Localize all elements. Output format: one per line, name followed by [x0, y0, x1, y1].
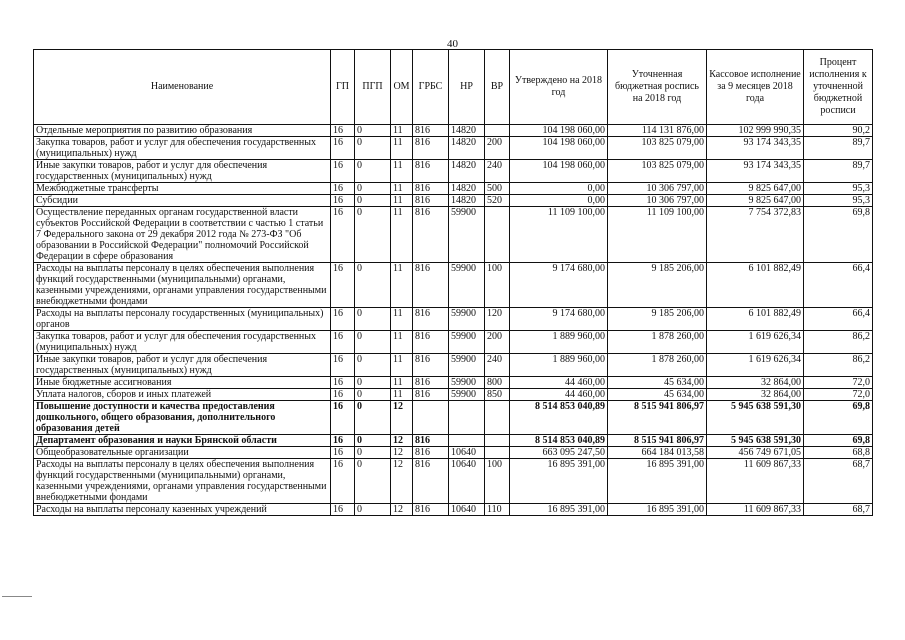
table-row [34, 137, 873, 160]
cell-refined: 11 109 100,00 [608, 207, 707, 263]
cell-approved: 8 514 853 040,89 [510, 435, 608, 447]
table-row [34, 389, 873, 401]
cell-ppgp: 0 [355, 459, 391, 504]
cell-np: 59900 [449, 377, 485, 389]
table-row [34, 207, 873, 263]
cell-cash: 456 749 671,05 [707, 447, 804, 459]
table-row [34, 183, 873, 195]
cell-cash: 6 101 882,49 [707, 263, 804, 308]
cell-vr: 100 [485, 459, 510, 504]
cell-name: Закупка товаров, работ и услуг для обеспечения государственных (муниципальных) нужд [34, 137, 331, 160]
cell-name: Расходы на выплаты персоналу государственных (муниципальных) органов [34, 308, 331, 331]
cell-ppgp: 0 [355, 207, 391, 263]
budget-execution-table [33, 49, 873, 516]
header-np: НР [449, 50, 485, 125]
cell-name: Отдельные мероприятия по развитию образования [34, 125, 331, 137]
cell-percent: 68,7 [804, 459, 873, 504]
cell-vr: 520 [485, 195, 510, 207]
cell-np: 10640 [449, 504, 485, 516]
header-name: Наименование [34, 50, 331, 125]
cell-grbs: 816 [413, 263, 449, 308]
header-gp: ГП [331, 50, 355, 125]
cell-name: Иные бюджетные ассигнования [34, 377, 331, 389]
cell-np: 59900 [449, 389, 485, 401]
cell-percent: 68,8 [804, 447, 873, 459]
header-cash: Кассовое исполнение за 9 месяцев 2018 года [707, 50, 804, 125]
cell-cash: 93 174 343,35 [707, 137, 804, 160]
cell-np: 59900 [449, 207, 485, 263]
table-body [34, 125, 873, 516]
cell-vr [485, 207, 510, 263]
cell-om: 12 [391, 401, 413, 435]
cell-refined: 10 306 797,00 [608, 195, 707, 207]
cell-ppgp: 0 [355, 377, 391, 389]
cell-gp: 16 [331, 263, 355, 308]
cell-name: Субсидии [34, 195, 331, 207]
cell-ppgp: 0 [355, 447, 391, 459]
cell-ppgp: 0 [355, 183, 391, 195]
cell-np [449, 435, 485, 447]
cell-name: Иные закупки товаров, работ и услуг для обеспечения государственных (муниципальных) нужд [34, 160, 331, 183]
cell-gp: 16 [331, 195, 355, 207]
cell-ppgp: 0 [355, 354, 391, 377]
cell-refined: 16 895 391,00 [608, 504, 707, 516]
cell-cash: 1 619 626,34 [707, 331, 804, 354]
cell-vr [485, 125, 510, 137]
cell-gp: 16 [331, 183, 355, 195]
cell-cash: 9 825 647,00 [707, 183, 804, 195]
cell-percent: 66,4 [804, 263, 873, 308]
cell-gp: 16 [331, 504, 355, 516]
cell-refined: 1 878 260,00 [608, 354, 707, 377]
cell-refined: 9 185 206,00 [608, 308, 707, 331]
cell-ppgp: 0 [355, 195, 391, 207]
cell-gp: 16 [331, 160, 355, 183]
cell-om: 11 [391, 354, 413, 377]
cell-cash: 11 609 867,33 [707, 459, 804, 504]
cell-approved: 104 198 060,00 [510, 160, 608, 183]
cell-ppgp: 0 [355, 331, 391, 354]
cell-np: 10640 [449, 459, 485, 504]
cell-cash: 11 609 867,33 [707, 504, 804, 516]
cell-om: 12 [391, 504, 413, 516]
cell-percent: 69,8 [804, 435, 873, 447]
cell-np: 14820 [449, 195, 485, 207]
cell-om: 11 [391, 389, 413, 401]
table-row [34, 308, 873, 331]
cell-gp: 16 [331, 207, 355, 263]
cell-approved: 9 174 680,00 [510, 263, 608, 308]
cell-vr [485, 435, 510, 447]
cell-grbs [413, 401, 449, 435]
cell-ppgp: 0 [355, 308, 391, 331]
header-om: ОМ [391, 50, 413, 125]
cell-percent: 72,0 [804, 389, 873, 401]
cell-approved: 44 460,00 [510, 377, 608, 389]
cell-name: Осуществление переданных органам государственной власти субъектов Российской Федерации в соответствии с частью 1 статьи 7 Федерального закона от 29 декабря 2012 года № 273-ФЗ "Об образовании в Российской Федерации" полномочий Российской Федерации в сфере образования [34, 207, 331, 263]
table-row [34, 459, 873, 504]
cell-grbs: 816 [413, 354, 449, 377]
cell-vr: 200 [485, 137, 510, 160]
cell-name: Расходы на выплаты персоналу в целях обеспечения выполнения функций государственными (муниципальными) органами, казенными учреждениями, органами управления государственными внебюджетными фондами [34, 263, 331, 308]
cell-cash: 5 945 638 591,30 [707, 435, 804, 447]
header-percent: Процент исполнения к уточненной бюджетной росписи [804, 50, 873, 125]
cell-cash: 7 754 372,83 [707, 207, 804, 263]
cell-name: Уплата налогов, сборов и иных платежей [34, 389, 331, 401]
cell-om: 11 [391, 263, 413, 308]
cell-om: 11 [391, 207, 413, 263]
cell-np: 14820 [449, 125, 485, 137]
cell-grbs: 816 [413, 447, 449, 459]
cell-grbs: 816 [413, 435, 449, 447]
table-row [34, 377, 873, 389]
cell-refined: 45 634,00 [608, 377, 707, 389]
cell-ppgp: 0 [355, 125, 391, 137]
cell-approved: 9 174 680,00 [510, 308, 608, 331]
cell-name: Иные закупки товаров, работ и услуг для обеспечения государственных (муниципальных) нужд [34, 354, 331, 377]
cell-np: 14820 [449, 160, 485, 183]
cell-grbs: 816 [413, 160, 449, 183]
cell-gp: 16 [331, 389, 355, 401]
cell-grbs: 816 [413, 459, 449, 504]
cell-ppgp: 0 [355, 263, 391, 308]
cell-grbs: 816 [413, 195, 449, 207]
cell-refined: 10 306 797,00 [608, 183, 707, 195]
table-row [34, 504, 873, 516]
cell-approved: 1 889 960,00 [510, 331, 608, 354]
cell-om: 11 [391, 308, 413, 331]
cell-refined: 103 825 079,00 [608, 137, 707, 160]
cell-gp: 16 [331, 459, 355, 504]
cell-gp: 16 [331, 308, 355, 331]
cell-approved: 104 198 060,00 [510, 137, 608, 160]
cell-percent: 72,0 [804, 377, 873, 389]
cell-percent: 90,2 [804, 125, 873, 137]
header-grbs: ГРБС [413, 50, 449, 125]
cell-np: 59900 [449, 263, 485, 308]
cell-approved: 1 889 960,00 [510, 354, 608, 377]
cell-grbs: 816 [413, 137, 449, 160]
cell-om: 11 [391, 331, 413, 354]
cell-name: Департамент образования и науки Брянской области [34, 435, 331, 447]
cell-vr: 500 [485, 183, 510, 195]
cell-refined: 16 895 391,00 [608, 459, 707, 504]
cell-approved: 11 109 100,00 [510, 207, 608, 263]
table-row [34, 401, 873, 435]
cell-gp: 16 [331, 354, 355, 377]
cell-refined: 664 184 013,58 [608, 447, 707, 459]
cell-vr: 800 [485, 377, 510, 389]
cell-gp: 16 [331, 435, 355, 447]
cell-vr: 200 [485, 331, 510, 354]
cell-approved: 0,00 [510, 195, 608, 207]
cell-gp: 16 [331, 331, 355, 354]
cell-gp: 16 [331, 377, 355, 389]
cell-gp: 16 [331, 401, 355, 435]
cell-refined: 1 878 260,00 [608, 331, 707, 354]
cell-percent: 86,2 [804, 354, 873, 377]
cell-np: 10640 [449, 447, 485, 459]
cell-refined: 9 185 206,00 [608, 263, 707, 308]
cell-vr [485, 447, 510, 459]
cell-percent: 89,7 [804, 160, 873, 183]
cell-approved: 16 895 391,00 [510, 504, 608, 516]
cell-percent: 89,7 [804, 137, 873, 160]
header-ppgp: ПГП [355, 50, 391, 125]
cell-percent: 68,7 [804, 504, 873, 516]
cell-vr: 240 [485, 354, 510, 377]
cell-approved: 104 198 060,00 [510, 125, 608, 137]
cell-gp: 16 [331, 447, 355, 459]
cell-grbs: 816 [413, 377, 449, 389]
cell-om: 12 [391, 447, 413, 459]
page-number: 40 [447, 38, 458, 50]
cell-vr [485, 401, 510, 435]
cell-grbs: 816 [413, 183, 449, 195]
cell-om: 11 [391, 137, 413, 160]
cell-np: 59900 [449, 354, 485, 377]
cell-name: Расходы на выплаты персоналу казенных учреждений [34, 504, 331, 516]
table-row [34, 435, 873, 447]
cell-refined: 45 634,00 [608, 389, 707, 401]
cell-vr: 100 [485, 263, 510, 308]
table-header-row [34, 50, 873, 125]
cell-grbs: 816 [413, 389, 449, 401]
cell-gp: 16 [331, 137, 355, 160]
cell-cash: 102 999 990,35 [707, 125, 804, 137]
table-row [34, 195, 873, 207]
cell-np [449, 401, 485, 435]
cell-approved: 44 460,00 [510, 389, 608, 401]
cell-grbs: 816 [413, 308, 449, 331]
cell-om: 11 [391, 125, 413, 137]
cell-percent: 66,4 [804, 308, 873, 331]
cell-approved: 0,00 [510, 183, 608, 195]
table-row [34, 125, 873, 137]
cell-percent: 69,8 [804, 207, 873, 263]
cell-grbs: 816 [413, 331, 449, 354]
cell-cash: 5 945 638 591,30 [707, 401, 804, 435]
cell-ppgp: 0 [355, 160, 391, 183]
cell-approved: 8 514 853 040,89 [510, 401, 608, 435]
cell-ppgp: 0 [355, 389, 391, 401]
cell-grbs: 816 [413, 125, 449, 137]
cell-name: Межбюджетные трансферты [34, 183, 331, 195]
cell-refined: 103 825 079,00 [608, 160, 707, 183]
cell-grbs: 816 [413, 207, 449, 263]
cell-refined: 8 515 941 806,97 [608, 435, 707, 447]
cell-vr: 240 [485, 160, 510, 183]
cell-name: Общеобразовательные организации [34, 447, 331, 459]
cell-ppgp: 0 [355, 504, 391, 516]
cell-refined: 114 131 876,00 [608, 125, 707, 137]
header-approved: Утверждено на 2018 год [510, 50, 608, 125]
cell-percent: 95,3 [804, 195, 873, 207]
cell-om: 11 [391, 377, 413, 389]
cell-om: 11 [391, 183, 413, 195]
cell-percent: 69,8 [804, 401, 873, 435]
cell-approved: 663 095 247,50 [510, 447, 608, 459]
table-row [34, 331, 873, 354]
cell-cash: 32 864,00 [707, 389, 804, 401]
cell-cash: 1 619 626,34 [707, 354, 804, 377]
cell-ppgp: 0 [355, 435, 391, 447]
table-row [34, 160, 873, 183]
cell-vr: 110 [485, 504, 510, 516]
header-vr: ВР [485, 50, 510, 125]
table-row [34, 263, 873, 308]
cell-om: 11 [391, 160, 413, 183]
cell-cash: 93 174 343,35 [707, 160, 804, 183]
cell-vr: 120 [485, 308, 510, 331]
cell-np: 14820 [449, 137, 485, 160]
cell-refined: 8 515 941 806,97 [608, 401, 707, 435]
header-refined: Уточненная бюджетная роспись на 2018 год [608, 50, 707, 125]
cell-cash: 32 864,00 [707, 377, 804, 389]
cell-cash: 9 825 647,00 [707, 195, 804, 207]
cell-gp: 16 [331, 125, 355, 137]
cell-np: 14820 [449, 183, 485, 195]
cell-om: 12 [391, 435, 413, 447]
cell-vr: 850 [485, 389, 510, 401]
cell-percent: 95,3 [804, 183, 873, 195]
cell-om: 12 [391, 459, 413, 504]
table-row [34, 354, 873, 377]
cell-ppgp: 0 [355, 137, 391, 160]
cell-percent: 86,2 [804, 331, 873, 354]
cell-grbs: 816 [413, 504, 449, 516]
margin-line [2, 596, 32, 597]
cell-name: Расходы на выплаты персоналу в целях обеспечения выполнения функций государственными (муниципальными) органами, казенными учреждениями, органами управления государственными внебюджетными фондами [34, 459, 331, 504]
cell-approved: 16 895 391,00 [510, 459, 608, 504]
cell-name: Повышение доступности и качества предоставления дошкольного, общего образования, дополнительного образования детей [34, 401, 331, 435]
cell-om: 11 [391, 195, 413, 207]
cell-np: 59900 [449, 331, 485, 354]
table-row [34, 447, 873, 459]
cell-ppgp: 0 [355, 401, 391, 435]
cell-name: Закупка товаров, работ и услуг для обеспечения государственных (муниципальных) нужд [34, 331, 331, 354]
cell-np: 59900 [449, 308, 485, 331]
cell-cash: 6 101 882,49 [707, 308, 804, 331]
